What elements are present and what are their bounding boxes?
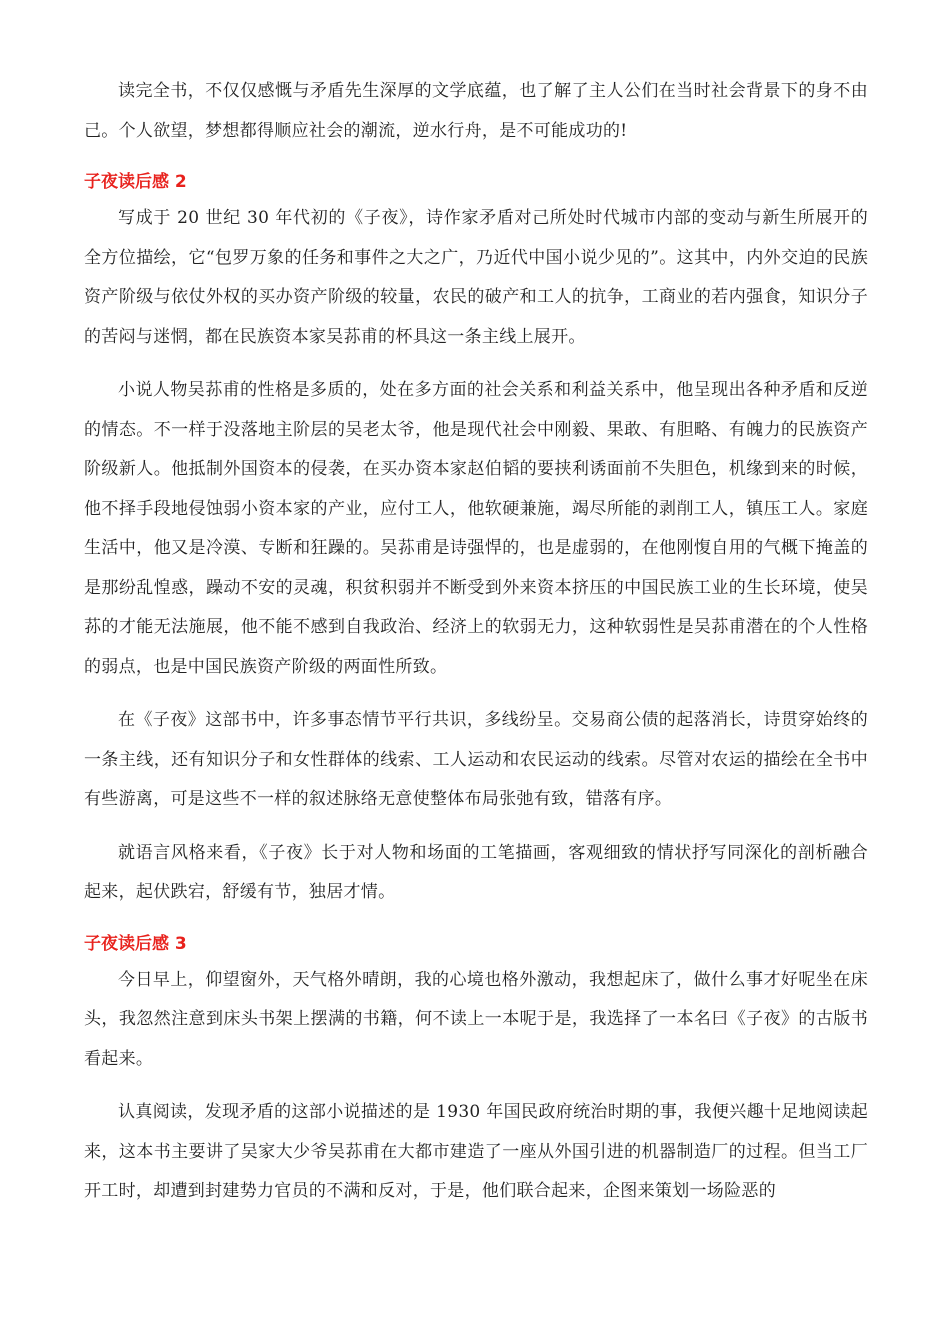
paragraph: 在《子夜》这部书中，许多事态情节平行共识，多线纷呈。交易商公债的起落消长，诗贯穿始终的一条主线，还有知识分子和女性群体的线索、工人运动和农民运动的线索。尽管对农运的描绘在全书中有些游离，可是这些不一样的叙述脉络无意使整体布局张弛有致，错落有序。	[84, 710, 868, 809]
paragraph: 今日早上，仰望窗外，天气格外晴朗，我的心境也格外激动，我想起床了，做什么事才好呢坐在床头，我忽然注意到床头书架上摆满的书籍，何不读上一本呢于是，我选择了一本名曰《子夜》的古版书看起来。	[84, 969, 868, 1069]
section-heading: 子夜读后感 3	[84, 933, 187, 954]
section-2	[84, 165, 868, 913]
paragraph: 就语言风格来看，《子夜》长于对人物和场面的工笔描画，客观细致的情状抒写同深化的剖析融合起来，起伏跌宕，舒缓有节，独居才情。	[84, 842, 868, 902]
document-page	[84, 72, 868, 1226]
paragraph: 小说人物吴荪甫的性格是多质的，处在多方面的社会关系和利益关系中，他呈现出各种矛盾和反逆的情态。不一样于没落地主阶层的吴老太爷，他是现代社会中刚毅、果敢、有胆略、有魄力的民族资产阶级新人。他抵制外国资本的侵袭，在买办资本家赵伯韬的要挟利诱面前不失胆色，机缘到来的时候，他不择手段地侵蚀弱小资本家的产业，应付工人，他软硬兼施，竭尽所能的剥削工人，镇压工人。家庭生活中，他又是冷漠、专断和狂躁的。吴荪甫是诗强悍的，也是虚弱的，在他刚愎自用的气概下掩盖的是那纷乱惶惑，躁动不安的灵魂，积贫积弱并不断受到外来资本挤压的中国民族工业的生长环境，使吴荪的才能无法施展，他不能不感到自我政治、经济上的软弱无力，这种软弱性是吴荪甫潜在的个人性格的弱点，也是中国民族资产阶级的两面性所致。	[84, 380, 868, 677]
paragraph: 写成于 20 世纪 30 年代初的《子夜》，诗作家矛盾对己所处时代城市内部的变动与新生所展开的全方位描绘，它“包罗万象的任务和事件之大之广，乃近代中国小说少见的”。这其中，内外交迫的民族资产阶级与依仗外权的买办资产阶级的较量，农民的破产和工人的抗争，工商业的若内强食，知识分子的苦闷与迷惘，都在民族资本家吴荪甫的杯具这一条主线上展开。	[84, 208, 868, 347]
section-3	[84, 927, 868, 1212]
intro-paragraph: 读完全书，不仅仅感慨与矛盾先生深厚的文学底蕴，也了解了主人公们在当时社会背景下的身不由己。个人欲望，梦想都得顺应社会的潮流，逆水行舟，是不可能成功的!	[84, 81, 868, 141]
paragraph: 认真阅读，发现矛盾的这部小说描述的是 1930 年国民政府统治时期的事，我便兴趣十足地阅读起来，这本书主要讲了吴家大少爷吴荪甫在大都市建造了一座从外国引进的机器制造厂的过程。但当工厂开工时，却遭到封建势力官员的不满和反对，于是，他们联合起来，企图来策划一场险恶的	[84, 1102, 868, 1201]
section-heading: 子夜读后感 2	[84, 172, 187, 192]
